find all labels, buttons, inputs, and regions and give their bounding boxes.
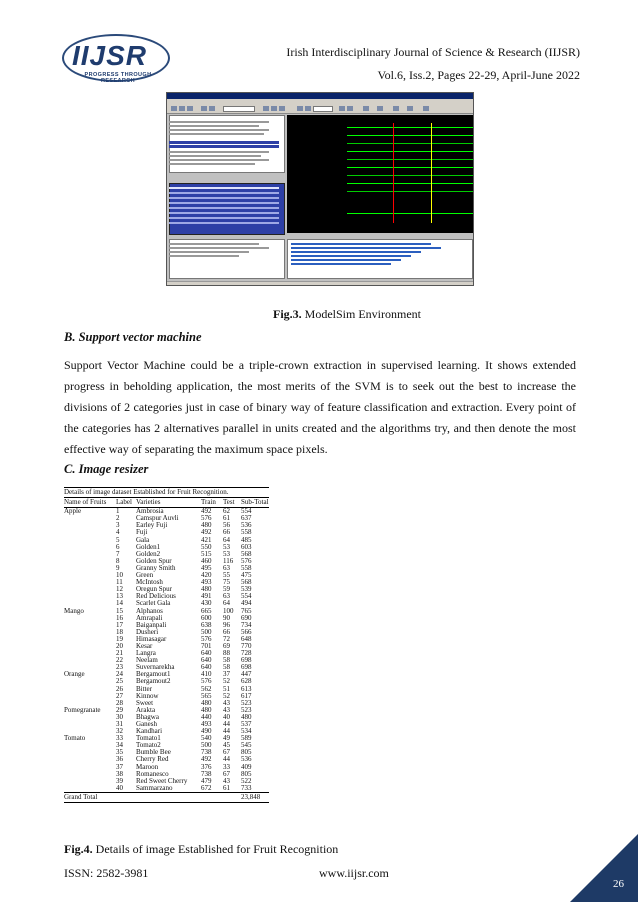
cell-subtotal: 603 — [241, 542, 252, 551]
cell-fruit — [64, 529, 116, 536]
cell-label: 37 — [116, 762, 123, 771]
cell-variety: Gala — [136, 535, 150, 544]
cell-train: 738 — [201, 748, 212, 757]
cell-train: 492 — [201, 528, 212, 537]
cell-subtotal: 648 — [241, 634, 252, 643]
cell-test: 58 — [223, 663, 230, 672]
cell-train: 672 — [201, 783, 212, 792]
cell-train: 640 — [201, 656, 212, 665]
table-row — [64, 785, 269, 793]
cell-label: 34 — [116, 741, 123, 750]
cell-test: 44 — [223, 755, 230, 764]
fig4-caption-text: Details of image Established for Fruit Recognition — [95, 842, 339, 856]
cell-variety: Granny Smith — [136, 563, 176, 572]
cell-train: 540 — [201, 734, 212, 743]
cell-fruit — [64, 643, 116, 650]
cell-subtotal: 536 — [241, 521, 252, 530]
cell-variety: Sammarzano — [136, 783, 173, 792]
fig4-label: Fig.4. — [64, 842, 93, 856]
cell-subtotal: 554 — [241, 592, 252, 601]
table-row — [64, 756, 269, 763]
table-row — [64, 721, 269, 728]
cell-test: 40 — [223, 712, 230, 721]
cell-fruit — [64, 629, 116, 636]
journal-name: Irish Interdisciplinary Journal of Science & Research (IIJSR) — [286, 45, 580, 59]
cell-train: 640 — [201, 663, 212, 672]
cell-label: 38 — [116, 769, 123, 778]
cell-fruit — [64, 657, 116, 664]
cell-variety: Himasagar — [136, 634, 167, 643]
header-train: Train — [201, 498, 223, 508]
cell-test: 64 — [223, 535, 230, 544]
cell-variety: Tomato2 — [136, 741, 161, 750]
cell-test: 51 — [223, 684, 230, 693]
cell-train: 515 — [201, 549, 212, 558]
table-row — [64, 537, 269, 544]
cell-test: 49 — [223, 734, 230, 743]
cell-train: 576 — [201, 514, 212, 523]
cell-fruit: Mango — [64, 606, 84, 615]
cell-test: 61 — [223, 783, 230, 792]
cell-label: 36 — [116, 755, 123, 764]
cell-fruit — [64, 622, 116, 629]
header-label: Label — [116, 498, 136, 508]
cell-test: 55 — [223, 571, 230, 580]
cell-label: 32 — [116, 727, 123, 736]
cell-fruit — [64, 778, 116, 785]
cell-test: 44 — [223, 727, 230, 736]
cell-train: 495 — [201, 563, 212, 572]
cell-label: 18 — [116, 627, 123, 636]
cell-label: 10 — [116, 571, 123, 580]
cell-test: 67 — [223, 769, 230, 778]
table-row — [64, 600, 269, 607]
cell-variety: Fuji — [136, 528, 148, 537]
page-number: 26 — [613, 878, 624, 890]
cell-subtotal: 534 — [241, 727, 252, 736]
cell-fruit: Orange — [64, 670, 85, 679]
cell-subtotal: 805 — [241, 769, 252, 778]
cell-test: 66 — [223, 627, 230, 636]
cell-label: 40 — [116, 783, 123, 792]
cell-fruit — [64, 756, 116, 763]
cell-fruit — [64, 551, 116, 558]
table-row — [64, 529, 269, 536]
cell-fruit — [64, 678, 116, 685]
issn: ISSN: 2582-3981 — [64, 866, 149, 880]
cell-variety: Bergamout1 — [136, 670, 171, 679]
cell-test: 75 — [223, 578, 230, 587]
cell-variety: Amrapali — [136, 613, 163, 622]
cell-label: 7 — [116, 549, 120, 558]
cell-train: 479 — [201, 776, 212, 785]
cell-label: 12 — [116, 585, 123, 594]
cell-fruit — [64, 771, 116, 778]
cell-label: 20 — [116, 641, 123, 650]
cell-subtotal: 628 — [241, 677, 252, 686]
cell-variety: Alphanos — [136, 606, 163, 615]
cell-label: 25 — [116, 677, 123, 686]
cell-train: 492 — [201, 755, 212, 764]
cell-variety: Suvernarekha — [136, 663, 175, 672]
cell-test: 63 — [223, 592, 230, 601]
cell-label: 3 — [116, 521, 120, 530]
fig3-caption-text: ModelSim Environment — [304, 307, 421, 321]
cell-train: 500 — [201, 741, 212, 750]
cell-train: 410 — [201, 670, 212, 679]
header-name: Name of Fruits — [64, 498, 116, 508]
cell-test: 67 — [223, 748, 230, 757]
cell-test: 43 — [223, 698, 230, 707]
cell-train: 480 — [201, 705, 212, 714]
table-row — [64, 643, 269, 650]
cell-test: 52 — [223, 677, 230, 686]
cell-label: 26 — [116, 684, 123, 693]
cell-subtotal: 523 — [241, 698, 252, 707]
cell-label: 29 — [116, 705, 123, 714]
logo-tagline: PROGRESS THROUGH RESEARCH — [84, 72, 152, 84]
cell-variety: Ganesh — [136, 720, 157, 728]
section-c-heading: C. Image resizer — [64, 462, 149, 476]
cell-train: 421 — [201, 535, 212, 544]
cell-label: 24 — [116, 670, 123, 679]
cell-variety: Bitter — [136, 684, 152, 693]
cell-test: 33 — [223, 762, 230, 771]
cell-train: 565 — [201, 691, 212, 700]
cell-test: 116 — [223, 556, 234, 565]
page-corner-decoration — [570, 834, 638, 902]
journal-logo — [62, 34, 172, 84]
cell-subtotal: 536 — [241, 755, 252, 764]
cell-train: 640 — [201, 649, 212, 658]
cell-label: 9 — [116, 563, 120, 572]
section-b-heading: B. Support vector machine — [64, 330, 202, 344]
cell-subtotal: 613 — [241, 684, 252, 693]
cell-variety: Golden Spur — [136, 556, 172, 565]
cell-test: 62 — [223, 507, 230, 516]
cell-train: 490 — [201, 727, 212, 736]
cell-variety: Dusheri — [136, 627, 159, 636]
cell-variety: Bergamout2 — [136, 677, 171, 686]
cell-fruit — [64, 515, 116, 522]
cell-label: 28 — [116, 698, 123, 707]
cell-subtotal: 537 — [241, 720, 252, 728]
cell-label: 4 — [116, 528, 120, 537]
cell-test: 96 — [223, 620, 230, 629]
fruit-dataset-table — [64, 487, 269, 803]
table-row — [64, 565, 269, 572]
table-row — [64, 735, 269, 742]
cell-fruit — [64, 615, 116, 622]
cell-label: 13 — [116, 592, 123, 601]
wave-window — [287, 115, 473, 233]
cell-fruit — [64, 544, 116, 551]
cell-fruit — [64, 714, 116, 721]
cell-test: 45 — [223, 741, 230, 750]
cell-label: 22 — [116, 656, 123, 665]
screenshot-statusbar — [167, 281, 473, 286]
cell-train: 576 — [201, 677, 212, 686]
cell-variety: Kesar — [136, 641, 153, 650]
cell-subtotal: 558 — [241, 563, 252, 572]
cell-label: 17 — [116, 620, 123, 629]
cell-fruit: Apple — [64, 507, 82, 516]
cell-subtotal: 545 — [241, 741, 252, 750]
cell-variety: Ambrosia — [136, 507, 164, 516]
cell-subtotal: 480 — [241, 712, 252, 721]
cell-train: 376 — [201, 762, 212, 771]
cell-variety: Sweet — [136, 698, 154, 707]
cell-variety: Oregun Spur — [136, 585, 172, 594]
cell-test: 64 — [223, 599, 230, 608]
cell-test: 69 — [223, 641, 230, 650]
cell-subtotal: 475 — [241, 571, 252, 580]
cell-fruit — [64, 579, 116, 586]
cell-train: 430 — [201, 599, 212, 608]
cell-fruit — [64, 565, 116, 572]
table-row — [64, 615, 269, 622]
cell-test: 52 — [223, 691, 230, 700]
cell-test: 37 — [223, 670, 230, 679]
grand-total-label: Grand Total — [64, 792, 116, 802]
table-row — [64, 693, 269, 700]
cell-test: 53 — [223, 542, 230, 551]
cell-variety: Golden2 — [136, 549, 161, 558]
cell-test: 61 — [223, 514, 230, 523]
cell-subtotal: 733 — [241, 783, 252, 792]
cell-train: 562 — [201, 684, 212, 693]
cell-variety: Earley Fuji — [136, 521, 168, 530]
cell-fruit: Pomegranate — [64, 705, 101, 714]
header-subtotal: Sub-Total — [241, 498, 269, 507]
cell-train: 638 — [201, 620, 212, 629]
cell-test: 58 — [223, 656, 230, 665]
cell-label: 15 — [116, 606, 123, 615]
table-row — [64, 608, 269, 615]
cell-train: 576 — [201, 634, 212, 643]
cell-variety: Green — [136, 571, 154, 580]
cell-variety: Langra — [136, 649, 156, 658]
cell-train: 480 — [201, 698, 212, 707]
cell-fruit — [64, 558, 116, 565]
fig4-caption — [64, 842, 338, 857]
cell-subtotal: 494 — [241, 599, 252, 608]
cell-variety: Arakta — [136, 705, 156, 714]
cell-train: 420 — [201, 571, 212, 580]
cell-label: 23 — [116, 663, 123, 672]
cell-train: 491 — [201, 592, 212, 601]
cell-fruit — [64, 537, 116, 544]
header-test: Test — [223, 498, 241, 508]
cell-test: 90 — [223, 613, 230, 622]
cell-test: 44 — [223, 720, 230, 728]
cell-label: 33 — [116, 734, 123, 743]
cell-fruit — [64, 650, 116, 657]
cell-variety: Bumble Bee — [136, 748, 171, 757]
cell-subtotal: 589 — [241, 734, 252, 743]
table-row — [64, 707, 269, 714]
cell-subtotal: 617 — [241, 691, 252, 700]
cell-subtotal: 728 — [241, 649, 252, 658]
cell-train: 500 — [201, 627, 212, 636]
cell-fruit — [64, 721, 116, 728]
cell-variety: Neelam — [136, 656, 158, 665]
cell-variety: Maroon — [136, 762, 159, 771]
cell-train: 493 — [201, 720, 212, 728]
cell-fruit — [64, 586, 116, 593]
cell-label: 19 — [116, 634, 123, 643]
cell-subtotal: 805 — [241, 748, 252, 757]
cell-subtotal: 568 — [241, 549, 252, 558]
cell-label: 27 — [116, 691, 123, 700]
cell-label: 30 — [116, 712, 123, 721]
volume-info: Vol.6, Iss.2, Pages 22-29, April-June 2022 — [377, 68, 580, 82]
cell-variety: Red Delicious — [136, 592, 176, 601]
cell-variety: McIntosh — [136, 578, 163, 587]
cell-label: 35 — [116, 748, 123, 757]
cell-subtotal: 566 — [241, 627, 252, 636]
table-row — [64, 622, 269, 629]
cell-train: 701 — [201, 641, 212, 650]
table-row — [64, 650, 269, 657]
table-row — [64, 714, 269, 721]
cell-test: 43 — [223, 776, 230, 785]
cell-train: 492 — [201, 507, 212, 516]
cell-fruit — [64, 572, 116, 579]
cell-test: 88 — [223, 649, 230, 658]
cell-subtotal: 698 — [241, 656, 252, 665]
cell-test: 53 — [223, 549, 230, 558]
cell-fruit — [64, 522, 116, 529]
cell-test: 56 — [223, 521, 230, 530]
header-varieties: Varieties — [136, 498, 201, 508]
cell-subtotal: 734 — [241, 620, 252, 629]
cell-label: 21 — [116, 649, 123, 658]
section-b-paragraph: Support Vector Machine could be a triple-crown extraction in supervised learning. It shows extended progress in beholding application, the most merits of the SVM is to seek out the best to increase the divisions of 2 categories just in case of binary way of feature classification and extraction. Every point of the categories has 2 alternatives parallel in units created and the algorithms try, and then denote the most effective way of separating the maximum space pixels. — [64, 358, 576, 456]
cell-train: 440 — [201, 712, 212, 721]
cell-variety: Baiganpali — [136, 620, 167, 629]
cell-label: 8 — [116, 556, 120, 565]
table-row — [64, 544, 269, 551]
cell-subtotal: 485 — [241, 535, 252, 544]
website-link[interactable]: www.iijsr.com — [319, 866, 389, 880]
fig3-label: Fig.3. — [273, 307, 302, 321]
logo-text: IIJSR — [72, 40, 148, 71]
cell-fruit: Tomato — [64, 734, 86, 743]
cell-subtotal: 770 — [241, 641, 252, 650]
table-row — [64, 678, 269, 685]
cell-fruit — [64, 636, 116, 643]
cell-subtotal: 409 — [241, 762, 252, 771]
cell-label: 31 — [116, 720, 123, 728]
table-row — [64, 572, 269, 579]
cell-train: 480 — [201, 521, 212, 530]
objects-pane — [169, 183, 285, 235]
cell-fruit — [64, 593, 116, 600]
table-row — [64, 522, 269, 529]
table-row — [64, 686, 269, 693]
cell-train: 600 — [201, 613, 212, 622]
cell-subtotal: 522 — [241, 776, 252, 785]
cell-subtotal: 539 — [241, 585, 252, 594]
cell-label: 16 — [116, 613, 123, 622]
cell-label: 11 — [116, 578, 123, 587]
table-row — [64, 636, 269, 643]
cell-label: 6 — [116, 542, 120, 551]
cell-variety: Golden1 — [136, 542, 161, 551]
cell-train: 550 — [201, 542, 212, 551]
table-title: Details of image dataset Established for Fruit Recognition. — [64, 487, 269, 498]
cell-subtotal: 568 — [241, 578, 252, 587]
cell-fruit — [64, 764, 116, 771]
table-header-row — [64, 498, 269, 508]
cell-variety: Red Sweet Cherry — [136, 776, 188, 785]
cell-test: 66 — [223, 528, 230, 537]
cell-variety: Kandhari — [136, 727, 163, 736]
fig3-caption — [273, 307, 421, 322]
cell-label: 5 — [116, 535, 120, 544]
grand-total-value: 23,848 — [241, 792, 269, 802]
cell-subtotal: 637 — [241, 514, 252, 523]
cell-test: 100 — [223, 606, 234, 615]
cell-subtotal: 558 — [241, 528, 252, 537]
cell-test: 72 — [223, 634, 230, 643]
modelsim-screenshot — [166, 92, 474, 286]
cell-variety: Cherry Red — [136, 755, 169, 764]
cell-train: 665 — [201, 606, 212, 615]
cell-train: 480 — [201, 585, 212, 594]
cell-train: 738 — [201, 769, 212, 778]
cell-subtotal: 690 — [241, 613, 252, 622]
cell-variety: Camspur Auvli — [136, 514, 179, 523]
transcript-pane — [169, 239, 285, 279]
cell-label: 1 — [116, 507, 120, 516]
cell-label: 14 — [116, 599, 123, 608]
cell-variety: Bhagwa — [136, 712, 159, 721]
cell-variety: Scarlet Gala — [136, 599, 171, 608]
cell-variety: Tomato1 — [136, 734, 161, 743]
cell-fruit — [64, 785, 116, 793]
cell-subtotal: 765 — [241, 606, 252, 615]
cell-variety: Romanesco — [136, 769, 169, 778]
cell-fruit — [64, 693, 116, 700]
table-row — [64, 728, 269, 735]
cell-test: 43 — [223, 705, 230, 714]
cell-test: 63 — [223, 563, 230, 572]
cell-test: 59 — [223, 585, 230, 594]
cell-fruit — [64, 742, 116, 749]
cell-subtotal: 554 — [241, 507, 252, 516]
cell-subtotal: 576 — [241, 556, 252, 565]
cell-label: 2 — [116, 514, 120, 523]
cell-label: 39 — [116, 776, 123, 785]
table-body — [64, 508, 269, 793]
table-footer-row — [64, 792, 269, 802]
cell-fruit — [64, 686, 116, 693]
cell-subtotal: 523 — [241, 705, 252, 714]
table-row — [64, 629, 269, 636]
cell-variety: Kinnow — [136, 691, 159, 700]
cell-subtotal: 698 — [241, 663, 252, 672]
cell-train: 493 — [201, 578, 212, 587]
cell-train: 460 — [201, 556, 212, 565]
cell-fruit — [64, 749, 116, 756]
cell-subtotal: 447 — [241, 670, 252, 679]
